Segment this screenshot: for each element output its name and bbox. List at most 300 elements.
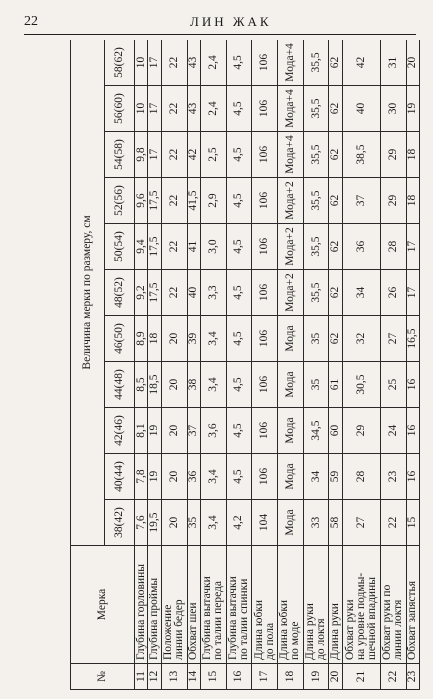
column-header-size: 54(58) <box>105 132 135 178</box>
measure-value <box>200 316 226 362</box>
measure-name-line: Глубина горловины <box>134 564 147 660</box>
measure-value <box>380 500 406 546</box>
measure-value <box>278 454 304 500</box>
measure-value <box>226 408 252 454</box>
measure-value <box>380 362 406 408</box>
measure-value <box>148 178 161 224</box>
measure-name-line: по моде <box>289 621 302 660</box>
measurements-table <box>70 40 420 690</box>
measure-value-text: 22 <box>167 194 180 207</box>
measure-value <box>342 224 380 270</box>
measure-value-text: 9,6 <box>134 193 147 208</box>
measure-value <box>252 178 278 224</box>
measure-value-text: 18,5 <box>148 374 161 395</box>
row-number: 11 <box>135 664 148 690</box>
measure-value-text: 7,6 <box>134 515 147 530</box>
measure-value <box>380 408 406 454</box>
measure-value <box>187 316 200 362</box>
measure-value-text: Мода+4 <box>283 135 296 174</box>
measure-value <box>252 40 278 86</box>
measure-name-line: по талии спинки <box>237 578 250 660</box>
measure-value-text: 2,4 <box>206 101 219 116</box>
measure-value <box>187 40 200 86</box>
measure-value <box>406 40 419 86</box>
table-body <box>135 40 420 690</box>
measure-value-text: 8,1 <box>134 423 147 438</box>
table-row <box>161 40 187 690</box>
table-row <box>252 40 278 690</box>
measure-value-text: 42 <box>187 148 200 161</box>
measure-value-text: 4,5 <box>232 193 245 208</box>
measure-value <box>380 224 406 270</box>
measure-value-text: 38,5 <box>354 144 367 165</box>
measure-value-text: 4,5 <box>232 377 245 392</box>
measure-name-line: линии локтя <box>392 599 405 660</box>
measure-value-text: 106 <box>258 145 271 164</box>
measure-value <box>329 224 342 270</box>
measure-value <box>380 178 406 224</box>
measure-value-text: 18 <box>406 194 419 207</box>
measure-name-line: Длина юбки <box>278 599 291 660</box>
measure-value <box>135 270 148 316</box>
measure-value-text: 29 <box>354 424 367 437</box>
measure-value-text: Мода+2 <box>283 181 296 220</box>
measure-value-text: 4,5 <box>232 331 245 346</box>
measure-name <box>187 546 200 664</box>
table-row <box>342 40 380 690</box>
measure-value <box>135 454 148 500</box>
table-row <box>278 40 304 690</box>
measure-value <box>252 270 278 316</box>
measure-value <box>380 270 406 316</box>
measure-name <box>406 546 419 664</box>
measure-value-text: 4,5 <box>232 469 245 484</box>
measure-value <box>406 500 419 546</box>
measure-name-line: шечной впадины <box>365 577 378 660</box>
measure-name-line: Глубина вытачки <box>226 576 239 660</box>
measure-value <box>200 362 226 408</box>
measure-value <box>406 408 419 454</box>
measure-value <box>329 270 342 316</box>
measure-value <box>148 132 161 178</box>
column-header-size: 40(44) <box>105 454 135 500</box>
measure-value <box>406 362 419 408</box>
measure-value-text: 10 <box>134 56 147 69</box>
measure-value-text: 3,3 <box>206 285 219 300</box>
row-number: 18 <box>278 664 304 690</box>
row-number: 12 <box>148 664 161 690</box>
measure-value <box>252 454 278 500</box>
measure-value-text: 106 <box>258 53 271 72</box>
measure-value <box>161 500 187 546</box>
measure-value-text: 36 <box>354 240 367 253</box>
measure-value <box>226 454 252 500</box>
measure-value <box>406 224 419 270</box>
measure-value <box>200 178 226 224</box>
measure-value-text: 20 <box>406 56 419 69</box>
measure-value <box>406 316 419 362</box>
measure-value <box>226 224 252 270</box>
measure-value-text: Мода+4 <box>283 43 296 82</box>
measure-value <box>303 178 329 224</box>
measure-value-text: 2,4 <box>206 55 219 70</box>
measure-value-text: 22 <box>167 102 180 115</box>
measure-value-text: 34 <box>309 470 322 483</box>
measure-value-text: 16 <box>406 378 419 391</box>
row-number: 22 <box>380 664 406 690</box>
measure-value <box>342 270 380 316</box>
measure-value-text: 20 <box>167 332 180 345</box>
measure-value <box>278 500 304 546</box>
measure-value-text: 40 <box>187 286 200 299</box>
measure-value <box>406 132 419 178</box>
measure-value <box>252 408 278 454</box>
group-header: Величина мерки по размеру, см <box>71 40 105 546</box>
measure-value <box>226 40 252 86</box>
measure-value-text: 62 <box>329 194 342 207</box>
table-row <box>406 40 419 690</box>
measure-value-text: 4,2 <box>232 515 245 530</box>
measure-value <box>200 224 226 270</box>
measure-value-text: 61 <box>329 378 342 391</box>
measure-value <box>342 40 380 86</box>
measure-name <box>226 546 252 664</box>
measure-value-text: 17,5 <box>148 282 161 303</box>
table-row <box>226 40 252 690</box>
measure-value <box>329 40 342 86</box>
measure-value <box>161 270 187 316</box>
measure-value-text: 17,5 <box>148 190 161 211</box>
measure-value <box>161 454 187 500</box>
measure-value-text: Мода+2 <box>283 273 296 312</box>
measure-value <box>380 316 406 362</box>
measure-value <box>200 500 226 546</box>
measure-value <box>329 362 342 408</box>
rotated-table-wrapper <box>70 40 420 690</box>
measure-value-text: Мода+2 <box>283 227 296 266</box>
measure-value-text: Мода <box>283 463 296 490</box>
measure-value-text: 41,5 <box>187 190 200 211</box>
measure-value-text: 41 <box>187 240 200 253</box>
measure-value <box>200 86 226 132</box>
measure-value <box>135 40 148 86</box>
table-row <box>303 40 329 690</box>
measure-value-text: 106 <box>258 191 271 210</box>
measure-value-text: 20 <box>167 378 180 391</box>
measure-name-line: Обхват шеи <box>187 602 200 660</box>
measure-value-text: 62 <box>329 102 342 115</box>
measure-value-text: 19 <box>148 424 161 437</box>
measure-value <box>135 86 148 132</box>
measure-value <box>329 178 342 224</box>
measure-value-text: 4,5 <box>232 423 245 438</box>
measure-name-line: Обхват руки по <box>381 584 394 660</box>
measure-value-text: 9,8 <box>134 147 147 162</box>
row-number: 16 <box>226 664 252 690</box>
measure-value-text: 35,5 <box>309 52 322 73</box>
measure-value <box>406 454 419 500</box>
measure-value <box>342 362 380 408</box>
measure-value <box>342 408 380 454</box>
measure-value <box>161 178 187 224</box>
measure-value-text: 31 <box>386 56 399 69</box>
measure-value-text: 7,8 <box>134 469 147 484</box>
measure-value-text: 8,9 <box>134 331 147 346</box>
measure-value <box>278 178 304 224</box>
measure-name-line: Длина руки <box>304 603 317 660</box>
measure-value-text: 34,5 <box>309 420 322 441</box>
table-row <box>148 40 161 690</box>
measure-value-text: 20 <box>167 424 180 437</box>
measure-value-text: 22 <box>167 240 180 253</box>
measure-value-text: 3,4 <box>206 515 219 530</box>
measure-name <box>252 546 278 664</box>
measure-value-text: 37 <box>187 424 200 437</box>
measure-value <box>342 500 380 546</box>
measure-value-text: 30 <box>386 102 399 115</box>
measure-value-text: 17,5 <box>148 236 161 257</box>
measure-value <box>303 408 329 454</box>
measure-value <box>135 132 148 178</box>
measure-value-text: 9,4 <box>134 239 147 254</box>
measure-value-text: Мода <box>283 371 296 398</box>
measure-value-text: 27 <box>354 516 367 529</box>
measure-name-line: Глубина проймы <box>148 577 161 660</box>
measure-value <box>161 132 187 178</box>
measure-name-line: Обхват руки <box>343 599 356 660</box>
measure-value <box>252 500 278 546</box>
measure-value <box>135 408 148 454</box>
measure-value-text: 17 <box>148 148 161 161</box>
measure-value <box>161 40 187 86</box>
measure-value-text: 28 <box>354 470 367 483</box>
measure-value-text: 35,5 <box>309 236 322 257</box>
measure-name-line: до локтя <box>315 618 328 660</box>
measure-name-line: до пола <box>263 622 276 660</box>
measure-value <box>187 132 200 178</box>
measure-value-text: 43 <box>187 56 200 69</box>
column-header-size: 56(60) <box>105 86 135 132</box>
column-header-size: 48(52) <box>105 270 135 316</box>
measure-value <box>303 362 329 408</box>
measure-value <box>135 362 148 408</box>
measure-value-text: 19 <box>148 470 161 483</box>
measure-value <box>200 40 226 86</box>
measure-value-text: 28 <box>386 240 399 253</box>
measure-value-text: 16,5 <box>406 328 419 349</box>
measure-value <box>187 500 200 546</box>
measure-value <box>135 178 148 224</box>
measure-value-text: 106 <box>258 329 271 348</box>
measure-value <box>187 454 200 500</box>
measure-value-text: 38 <box>187 378 200 391</box>
measure-value <box>303 270 329 316</box>
table-row <box>135 40 148 690</box>
measure-value-text: 62 <box>329 56 342 69</box>
measure-value-text: 24 <box>386 424 399 437</box>
measure-value <box>252 316 278 362</box>
measure-value <box>303 500 329 546</box>
measure-value-text: 2,5 <box>206 147 219 162</box>
measure-value-text: 3,4 <box>206 377 219 392</box>
measure-value <box>148 86 161 132</box>
measure-value <box>329 408 342 454</box>
measure-value-text: 35,5 <box>309 98 322 119</box>
measure-value <box>187 224 200 270</box>
row-number: 13 <box>161 664 187 690</box>
measure-name-line: Длина руки <box>329 603 342 660</box>
measure-value-text: 27 <box>386 332 399 345</box>
measure-value <box>187 86 200 132</box>
measure-value <box>161 316 187 362</box>
measure-value <box>135 224 148 270</box>
running-head: ЛИН ЖАК <box>190 14 272 29</box>
measure-name-line: на уровне подмы- <box>354 572 367 660</box>
measure-value-text: 58 <box>329 516 342 529</box>
measure-value-text: 10 <box>134 102 147 115</box>
measure-value-text: 35,5 <box>309 190 322 211</box>
measure-value-text: 22 <box>167 286 180 299</box>
measure-value <box>252 86 278 132</box>
measure-name-line: Положение <box>162 604 175 660</box>
measure-value <box>252 362 278 408</box>
measure-value <box>278 408 304 454</box>
measure-value <box>406 86 419 132</box>
measure-value-text: Мода <box>283 325 296 352</box>
measure-value <box>187 408 200 454</box>
measure-value-text: 60 <box>329 424 342 437</box>
measure-value-text: 17 <box>148 56 161 69</box>
measure-name-line: Глубина вытачки <box>201 576 214 660</box>
measure-value <box>187 270 200 316</box>
measure-name-line: Длина юбки <box>252 599 265 660</box>
measure-value-text: 17 <box>148 102 161 115</box>
measure-value-text: 106 <box>258 237 271 256</box>
column-header-size: 52(56) <box>105 178 135 224</box>
table-area <box>70 40 420 690</box>
measure-value <box>187 178 200 224</box>
measure-name <box>161 546 187 664</box>
table-row <box>329 40 342 690</box>
measure-value-text: 8,5 <box>134 377 147 392</box>
column-header-measure: Мерка <box>71 546 135 664</box>
row-number: 17 <box>252 664 278 690</box>
measure-value <box>148 362 161 408</box>
table-row <box>380 40 406 690</box>
measure-name <box>303 546 329 664</box>
measure-value-text: 106 <box>258 467 271 486</box>
measure-value-text: 15 <box>406 516 419 529</box>
measure-value <box>148 224 161 270</box>
measure-value <box>278 316 304 362</box>
measure-value-text: 62 <box>329 148 342 161</box>
measure-value-text: 16 <box>406 424 419 437</box>
measure-name-line: линии бедер <box>173 599 186 660</box>
measure-value-text: 3,6 <box>206 423 219 438</box>
measure-value-text: 4,5 <box>232 101 245 116</box>
measure-value <box>226 270 252 316</box>
row-number: 14 <box>187 664 200 690</box>
measure-value <box>226 500 252 546</box>
measure-value <box>380 132 406 178</box>
measure-value-text: 33 <box>309 516 322 529</box>
measure-value-text: 42 <box>354 56 367 69</box>
measure-name-line: Обхват запястья <box>406 580 419 660</box>
table-row <box>200 40 226 690</box>
measure-value <box>278 86 304 132</box>
measure-value-text: 40 <box>354 102 367 115</box>
measure-value-text: 59 <box>329 470 342 483</box>
measure-value-text: 22 <box>386 516 399 529</box>
measure-value-text: 3,4 <box>206 469 219 484</box>
row-number: 21 <box>342 664 380 690</box>
measure-name <box>342 546 380 664</box>
measure-value-text: 17 <box>406 240 419 253</box>
measure-value <box>252 224 278 270</box>
measure-value <box>303 454 329 500</box>
measure-value-text: 104 <box>258 513 271 532</box>
measure-value-text: 35,5 <box>309 144 322 165</box>
measure-value <box>303 40 329 86</box>
measure-value <box>380 454 406 500</box>
measure-name <box>148 546 161 664</box>
measure-value <box>161 362 187 408</box>
column-header-size: 38(42) <box>105 500 135 546</box>
measure-value-text: 35,5 <box>309 282 322 303</box>
measure-value <box>187 362 200 408</box>
measure-value <box>329 316 342 362</box>
measure-name <box>329 546 342 664</box>
measure-value <box>278 362 304 408</box>
measure-value-text: 3,0 <box>206 239 219 254</box>
measure-value <box>135 500 148 546</box>
measure-value-text: 23 <box>386 470 399 483</box>
measure-value <box>200 132 226 178</box>
measure-value <box>135 316 148 362</box>
measure-value <box>380 40 406 86</box>
measure-value-text: 39 <box>187 332 200 345</box>
measure-value-text: 106 <box>258 283 271 302</box>
measure-value <box>342 454 380 500</box>
measure-value <box>406 270 419 316</box>
measure-value <box>200 270 226 316</box>
measure-value <box>161 86 187 132</box>
measure-value <box>226 362 252 408</box>
measure-value <box>226 132 252 178</box>
row-number: 23 <box>406 664 419 690</box>
measure-value-text: 17 <box>406 286 419 299</box>
measure-name <box>200 546 226 664</box>
measure-value-text: 4,5 <box>232 239 245 254</box>
measure-value <box>303 224 329 270</box>
measure-value-text: 37 <box>354 194 367 207</box>
measure-value <box>200 408 226 454</box>
measure-value-text: 29 <box>386 194 399 207</box>
measure-value <box>278 132 304 178</box>
measure-value <box>200 454 226 500</box>
column-header-size: 42(46) <box>105 408 135 454</box>
measure-value <box>161 408 187 454</box>
measure-value-text: 62 <box>329 332 342 345</box>
measure-value <box>148 408 161 454</box>
measure-value <box>329 500 342 546</box>
row-number: 15 <box>200 664 226 690</box>
measure-value-text: 29 <box>386 148 399 161</box>
measure-value <box>329 86 342 132</box>
column-header-size: 46(50) <box>105 316 135 362</box>
measure-value-text: Мода <box>283 509 296 536</box>
measure-value-text: 106 <box>258 99 271 118</box>
